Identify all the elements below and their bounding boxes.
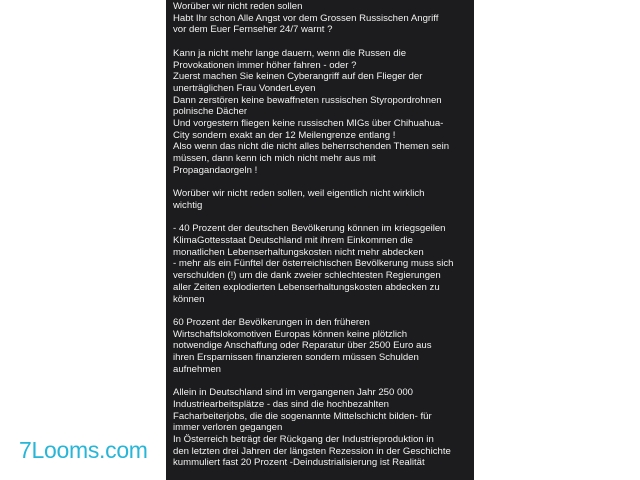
watermark-logo: 7Looms.com <box>19 437 148 463</box>
message-panel <box>166 0 474 480</box>
message-text: Worüber wir nicht reden sollen Habt Ihr schon Alle Angst vor dem Grossen Russischen Angriff vor dem Euer Fernseher 24/7 warnt ? Kann ja nicht mehr lange dauern, wenn die Russen die Provokationen immer höher fahren - oder ? Zuerst machen Sie keinen Cyberangriff auf den Flieger der unerträglichen Frau VonderLeyen Dann zerstören keine bewaffneten russischen Styropordrohnen polnische Dächer Und vorgestern fliegen keine russischen MIGs über Chihuahua- City sondern exakt an der 12 Meilengrenze entlang ! Also wenn das nicht die nicht alles beherrschenden Themen sein müssen, dann kenn ich mich nicht mehr aus mit Propagandaorgeln ! Worüber wir nicht reden sollen, weil eigentlich nicht wirklich wichtig - 40 Prozent der deutschen Bevölkerung können im kriegsgeilen KlimaGottesstaat Deutschland mit ihrem Einkommen die monatlichen Lebenserhaltungskosten nicht mehr abdecken - mehr als ein Fünftel der österreichischen Bevölkerung muss sich verschulden (!) um die dank zweier schlechtesten Regierungen aller Zeiten explodierten Lebenserhaltungskosten abdecken zu können 60 Prozent der Bevölkerungen in den früheren Wirtschaftslokomotiven Europas können keine plötzlich notwendige Anschaffung oder Reparatur über 2500 Euro aus ihren Ersparnissen finanzieren sondern müssen Schulden aufnehmen Allein in Deutschland sind im vergangenen Jahr 250 000 Industriearbeitsplätze - das sind die hochbezahlten Facharbeiterjobs, die die sogenannte Mittelschicht bilden- für immer verloren gegangen In Österreich beträgt der Rückgang der Industrieproduktion in den letzten drei Jahren der längsten Rezession in der Geschichte kummuliert fast 20 Prozent -Deindustrialisierung ist Realität <box>173 1 454 469</box>
